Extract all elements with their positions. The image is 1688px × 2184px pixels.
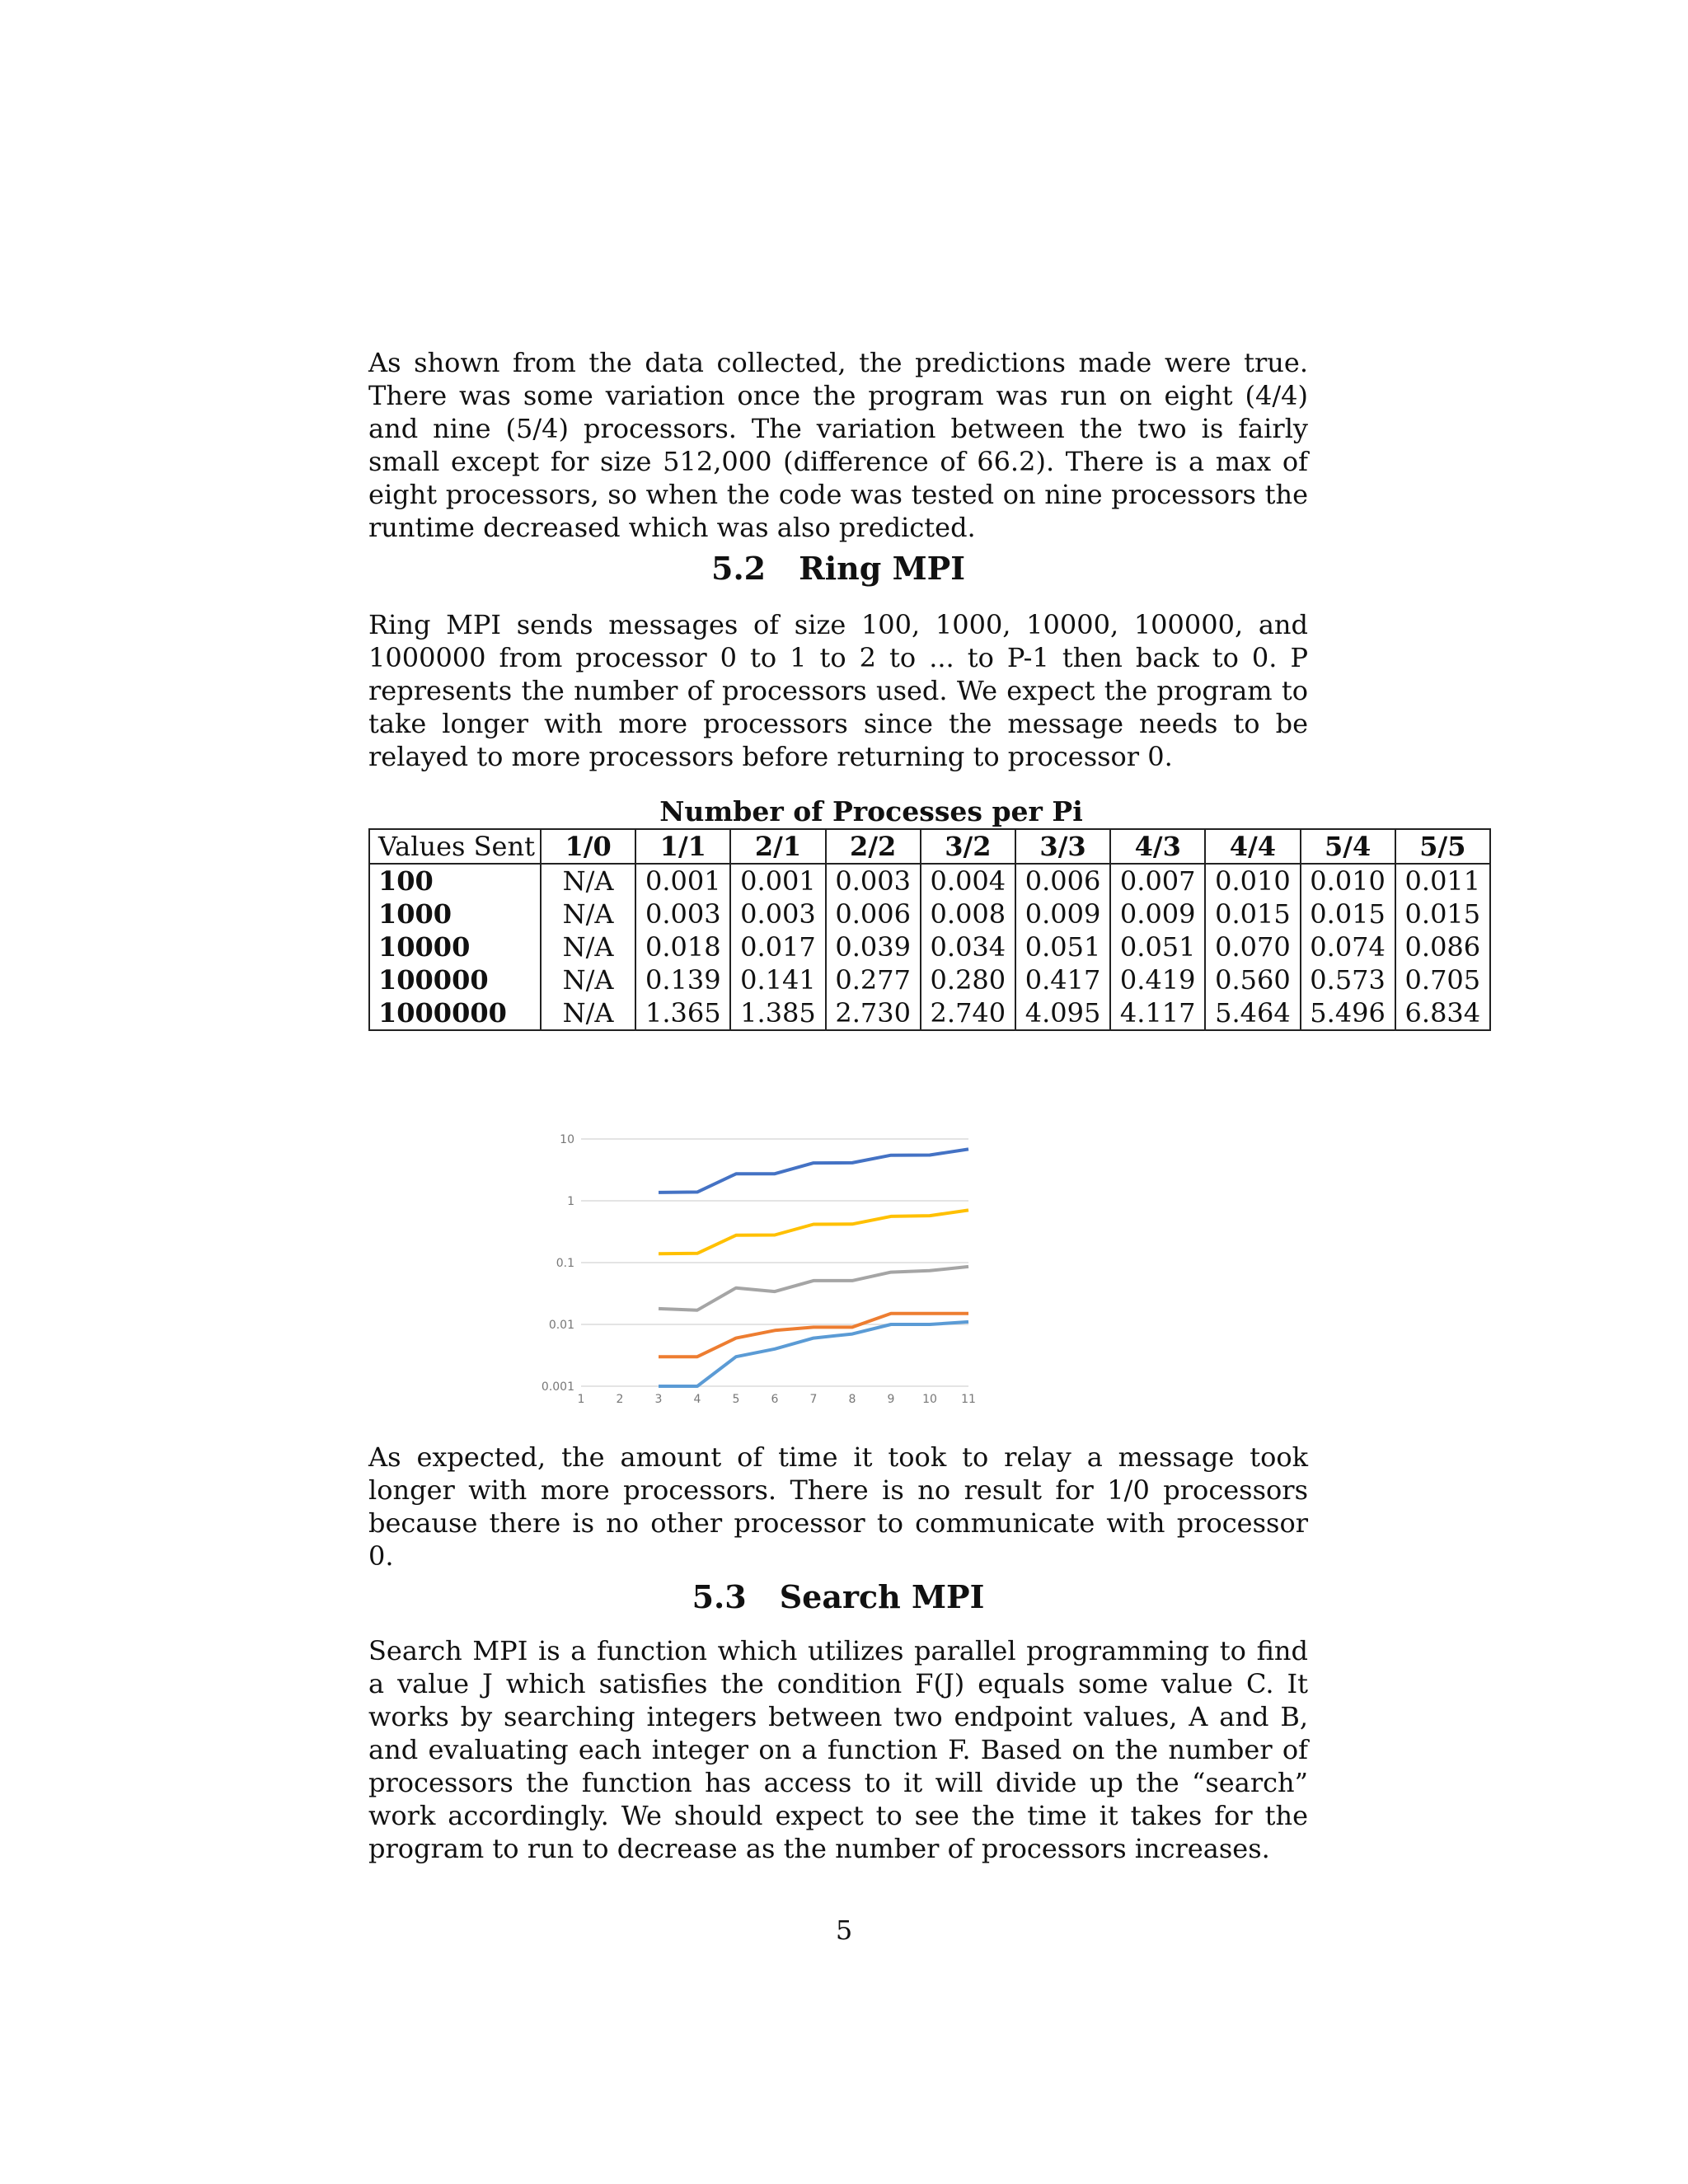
table-cell: 0.006 — [1015, 864, 1110, 898]
table-cell: 0.074 — [1301, 930, 1395, 963]
table-cell: 0.008 — [921, 898, 1015, 930]
y-tick-label: 0.001 — [541, 1380, 574, 1394]
table-cell: 0.039 — [826, 930, 921, 963]
x-tick-label: 2 — [616, 1393, 624, 1406]
table-cell: 5.464 — [1205, 996, 1300, 1030]
table-cell: 0.560 — [1205, 963, 1300, 996]
table-column-header: 3/3 — [1015, 829, 1110, 864]
table-cell: 0.018 — [635, 930, 730, 963]
paragraph-ring-mpi-intro: Ring MPI sends messages of size 100, 1000, 10000, 100000, and 1000000 from processor 0 to 1 to 2 to ... to P-1 then back to 0. P represents the number of processors used. We expect the program to take longer with more processors since the message needs to be relayed to more processors before returning to processor 0. — [368, 609, 1308, 772]
table-cell: 0.573 — [1301, 963, 1395, 996]
series-line-10000 — [659, 1267, 968, 1310]
table-column-header: 2/2 — [826, 829, 921, 864]
table-row — [369, 898, 1490, 930]
table-column-header: 1/0 — [541, 829, 635, 864]
table-cell: 0.009 — [1015, 898, 1110, 930]
table-row — [369, 996, 1490, 1030]
table-caption: Number of Processes per Pi — [659, 795, 1083, 827]
table-cell: 0.001 — [635, 864, 730, 898]
table-row — [369, 864, 1490, 898]
table-cell: 0.280 — [921, 963, 1015, 996]
table-cell: 0.139 — [635, 963, 730, 996]
table-cell: 0.015 — [1205, 898, 1300, 930]
table-cell: 0.003 — [730, 898, 825, 930]
x-tick-label: 11 — [961, 1393, 976, 1406]
table-cell: 0.419 — [1110, 963, 1205, 996]
page-number: 5 — [835, 1915, 853, 1946]
table-column-header: 5/4 — [1301, 829, 1395, 864]
table-cell: 0.086 — [1395, 930, 1490, 963]
table-cell: 2.740 — [921, 996, 1015, 1030]
table-cell: 0.004 — [921, 864, 1015, 898]
series-line-100000 — [659, 1210, 968, 1254]
results-table — [368, 828, 1491, 1031]
table-cell: 0.277 — [826, 963, 921, 996]
table-cell: 0.010 — [1301, 864, 1395, 898]
section-heading-search-mpi — [368, 1579, 1308, 1615]
table-cell: N/A — [541, 963, 635, 996]
x-tick-label: 7 — [809, 1393, 818, 1406]
table-cell: 4.117 — [1110, 996, 1205, 1030]
table-cell: N/A — [541, 864, 635, 898]
x-tick-label: 8 — [848, 1393, 856, 1406]
table-row-label: 100000 — [369, 963, 541, 996]
x-tick-label: 10 — [922, 1393, 937, 1406]
table-cell: 0.006 — [826, 898, 921, 930]
x-tick-label: 1 — [577, 1393, 585, 1406]
x-tick-label: 3 — [654, 1393, 663, 1406]
table-cell: 0.051 — [1015, 930, 1110, 963]
table-cell: 0.417 — [1015, 963, 1110, 996]
series-line-1000000 — [659, 1149, 968, 1193]
section-title: Ring MPI — [799, 550, 965, 587]
paragraph-predictions: As shown from the data collected, the predictions made were true. There was some variation once the program was run on eight (4/4) and nine (5/4) processors. The variation between the two is fairly small except for size 512,000 (difference of 66.2). There is a max of eight processors, so when the code was tested on nine processors the runtime decreased which was also predicted. — [368, 347, 1308, 543]
section-title: Search MPI — [779, 1578, 985, 1615]
y-tick-label: 10 — [560, 1133, 574, 1146]
table-cell: 0.017 — [730, 930, 825, 963]
table-corner-header: Values Sent — [369, 829, 541, 864]
table-row-label: 1000 — [369, 898, 541, 930]
table-cell: N/A — [541, 898, 635, 930]
table-cell: 0.705 — [1395, 963, 1490, 996]
table-column-header: 3/2 — [921, 829, 1015, 864]
table-column-header: 5/5 — [1395, 829, 1490, 864]
x-tick-label: 9 — [887, 1393, 895, 1406]
table-row — [369, 930, 1490, 963]
paragraph-ring-mpi-results: As expected, the amount of time it took to relay a message took longer with more processors. There is no result for 1/0 processors because there is no other processor to communicate with processor 0. — [368, 1441, 1308, 1572]
table-cell: 0.001 — [730, 864, 825, 898]
section-number: 5.2 — [711, 550, 767, 587]
y-tick-label: 0.1 — [556, 1257, 574, 1270]
table-cell: 1.385 — [730, 996, 825, 1030]
x-tick-label: 4 — [693, 1393, 701, 1406]
table-column-header: 1/1 — [635, 829, 730, 864]
table-cell: 5.496 — [1301, 996, 1395, 1030]
table-row — [369, 963, 1490, 996]
table-row-label: 10000 — [369, 930, 541, 963]
table-row-label: 100 — [369, 864, 541, 898]
table-column-header: 2/1 — [730, 829, 825, 864]
series-line-1000 — [659, 1314, 968, 1357]
table-cell: 0.015 — [1301, 898, 1395, 930]
table-cell: 0.034 — [921, 930, 1015, 963]
section-number: 5.3 — [692, 1578, 747, 1615]
paragraph-search-mpi-intro: Search MPI is a function which utilizes parallel programming to find a value J which satisfies the condition F(J) equals some value C. It works by searching integers between two endpoint values, A and B, and evaluating each integer on a function F. Based on the number of processors the function has access to it will divide up the “search” work accordingly. We should expect to see the time it takes for the program to run to decrease as the number of processors increases. — [368, 1635, 1308, 1864]
table-cell: 0.011 — [1395, 864, 1490, 898]
table-cell: 2.730 — [826, 996, 921, 1030]
table-column-header: 4/4 — [1205, 829, 1300, 864]
table-cell: 6.834 — [1395, 996, 1490, 1030]
table-cell: N/A — [541, 996, 635, 1030]
table-cell: 0.003 — [635, 898, 730, 930]
table-header-row — [369, 829, 1490, 864]
x-tick-label: 6 — [771, 1393, 779, 1406]
table-cell: 1.365 — [635, 996, 730, 1030]
x-tick-label: 5 — [732, 1393, 740, 1406]
y-tick-label: 0.01 — [548, 1319, 574, 1332]
table-row-label: 1000000 — [369, 996, 541, 1030]
runtime-line-chart — [528, 1121, 1022, 1418]
table-column-header: 4/3 — [1110, 829, 1205, 864]
table-cell: 0.010 — [1205, 864, 1300, 898]
table-cell: 4.095 — [1015, 996, 1110, 1030]
table-cell: 0.070 — [1205, 930, 1300, 963]
table-cell: 0.007 — [1110, 864, 1205, 898]
section-heading-ring-mpi — [368, 551, 1308, 587]
y-tick-label: 1 — [567, 1195, 574, 1208]
table-cell: 0.141 — [730, 963, 825, 996]
table-cell: 0.051 — [1110, 930, 1205, 963]
table-cell: 0.015 — [1395, 898, 1490, 930]
table-cell: 0.009 — [1110, 898, 1205, 930]
table-cell: N/A — [541, 930, 635, 963]
table-cell: 0.003 — [826, 864, 921, 898]
